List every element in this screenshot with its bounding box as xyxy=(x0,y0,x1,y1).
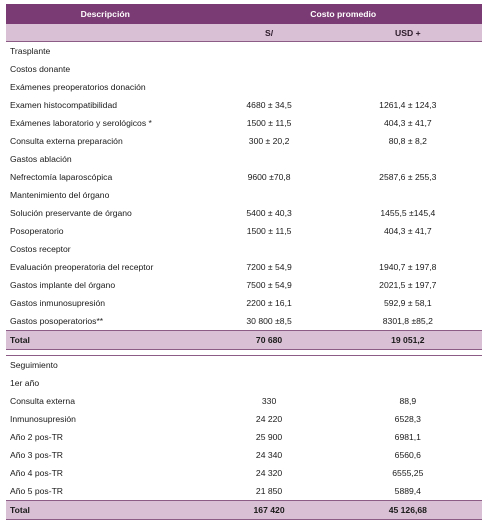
row-description: Examen histocompatibilidad xyxy=(10,100,118,110)
section-header-row xyxy=(6,42,482,61)
row-description: Año 4 pos-TR xyxy=(10,468,64,478)
table-row xyxy=(6,410,482,428)
row-value-usd: 1940,7 ± 197,8 xyxy=(379,262,437,272)
table-row xyxy=(6,294,482,312)
row-value-soles: 25 900 xyxy=(255,432,283,442)
table-row xyxy=(6,204,482,222)
row-value-soles xyxy=(205,186,334,204)
row-value-usd xyxy=(334,374,482,392)
total-label: Total xyxy=(6,331,205,350)
header-soles: S/ xyxy=(205,24,334,42)
row-description: Año 2 pos-TR xyxy=(10,432,64,442)
header-row-currency xyxy=(6,24,482,42)
row-description: Año 3 pos-TR xyxy=(10,450,64,460)
row-value-soles: 2200 ± 16,1 xyxy=(246,298,292,308)
section-title: Seguimiento xyxy=(6,356,482,375)
table-row xyxy=(6,96,482,114)
table-row xyxy=(6,240,482,258)
row-description: Consulta externa preparación xyxy=(10,136,123,146)
table-row xyxy=(6,78,482,96)
row-description: Mantenimiento del órgano xyxy=(10,190,110,200)
row-description: Costos receptor xyxy=(10,244,71,254)
row-description: Exámenes preoperatorios donación xyxy=(10,82,146,92)
table-row xyxy=(6,114,482,132)
row-value-usd xyxy=(334,60,482,78)
header-row-main xyxy=(6,4,482,24)
row-value-usd xyxy=(334,150,482,168)
row-value-soles: 330 xyxy=(261,396,277,406)
table-row xyxy=(6,374,482,392)
row-value-usd: 6560,6 xyxy=(394,450,421,460)
row-value-usd xyxy=(334,186,482,204)
total-value-soles: 70 680 xyxy=(205,331,334,350)
row-description: Exámenes laboratorio y serológicos * xyxy=(10,118,152,128)
row-value-usd: 2021,5 ± 197,7 xyxy=(379,280,437,290)
section-title: Trasplante xyxy=(6,42,482,61)
total-value-usd: 19 051,2 xyxy=(334,331,482,350)
header-average-cost: Costo promedio xyxy=(205,4,483,24)
row-value-usd: 6528,3 xyxy=(394,414,421,424)
row-description: Posoperatorio xyxy=(10,226,64,236)
row-value-soles: 24 320 xyxy=(255,468,283,478)
row-value-usd: 2587,6 ± 255,3 xyxy=(379,172,437,182)
row-value-usd: 1455,5 ±145,4 xyxy=(380,208,436,218)
row-value-usd: 404,3 ± 41,7 xyxy=(383,226,432,236)
row-value-soles: 1500 ± 11,5 xyxy=(246,226,292,236)
table-row xyxy=(6,222,482,240)
row-value-soles xyxy=(205,60,334,78)
row-value-usd: 8301,8 ±85,2 xyxy=(382,316,433,326)
row-description: Costos donante xyxy=(10,64,71,74)
row-value-usd: 1261,4 ± 124,3 xyxy=(379,100,437,110)
table-row xyxy=(6,464,482,482)
table-row xyxy=(6,186,482,204)
row-value-soles: 30 800 ±8,5 xyxy=(246,316,292,326)
header-usd: USD + xyxy=(334,24,482,42)
row-value-soles: 7500 ± 54,9 xyxy=(246,280,292,290)
row-description: Gastos inmunosupresión xyxy=(10,298,106,308)
row-description: Solución preservante de órgano xyxy=(10,208,132,218)
row-value-soles: 21 850 xyxy=(255,486,283,496)
table-row xyxy=(6,258,482,276)
table-row xyxy=(6,312,482,331)
total-label: Total xyxy=(6,501,205,520)
row-description: Inmunosupresión xyxy=(10,414,76,424)
row-value-usd: 80,8 ± 8,2 xyxy=(388,136,427,146)
total-row xyxy=(6,501,482,520)
row-value-usd: 592,9 ± 58,1 xyxy=(383,298,432,308)
row-value-usd: 404,3 ± 41,7 xyxy=(383,118,432,128)
cost-table xyxy=(6,4,482,520)
table-row xyxy=(6,482,482,501)
row-value-soles: 7200 ± 54,9 xyxy=(246,262,292,272)
row-description: Gastos posoperatorios** xyxy=(10,316,104,326)
total-row xyxy=(6,331,482,350)
row-value-soles xyxy=(205,240,334,258)
table-body xyxy=(6,42,482,520)
table-row xyxy=(6,132,482,150)
row-value-soles: 300 ± 20,2 xyxy=(248,136,290,146)
row-value-usd: 5889,4 xyxy=(394,486,421,496)
row-value-usd xyxy=(334,240,482,258)
row-value-soles: 24 340 xyxy=(255,450,283,460)
row-value-usd: 88,9 xyxy=(399,396,417,406)
table-row xyxy=(6,428,482,446)
table-row xyxy=(6,392,482,410)
row-value-soles: 24 220 xyxy=(255,414,283,424)
row-value-soles: 5400 ± 40,3 xyxy=(246,208,292,218)
row-value-soles: 9600 ±70,8 xyxy=(247,172,291,182)
row-value-soles xyxy=(205,150,334,168)
row-value-soles: 1500 ± 11,5 xyxy=(246,118,292,128)
table-row xyxy=(6,168,482,186)
table-row xyxy=(6,276,482,294)
row-value-soles: 4680 ± 34,5 xyxy=(246,100,292,110)
table-row xyxy=(6,150,482,168)
row-value-usd xyxy=(334,78,482,96)
header-description: Descripción xyxy=(6,4,205,24)
row-description: Consulta externa xyxy=(10,396,75,406)
row-description: Gastos implante del órgano xyxy=(10,280,116,290)
row-value-usd: 6555,25 xyxy=(392,468,424,478)
row-value-soles xyxy=(205,78,334,96)
row-description: Nefrectomía laparoscópica xyxy=(10,172,113,182)
row-description: 1er año xyxy=(10,378,40,388)
table-row xyxy=(6,60,482,78)
table-row xyxy=(6,446,482,464)
row-value-soles xyxy=(205,374,334,392)
row-description: Evaluación preoperatoria del receptor xyxy=(10,262,154,272)
row-description: Gastos ablación xyxy=(10,154,72,164)
total-value-usd: 45 126,68 xyxy=(334,501,482,520)
section-header-row xyxy=(6,356,482,375)
row-description: Año 5 pos-TR xyxy=(10,486,64,496)
row-value-usd: 6981,1 xyxy=(394,432,421,442)
header-blank xyxy=(6,24,205,42)
total-value-soles: 167 420 xyxy=(205,501,334,520)
